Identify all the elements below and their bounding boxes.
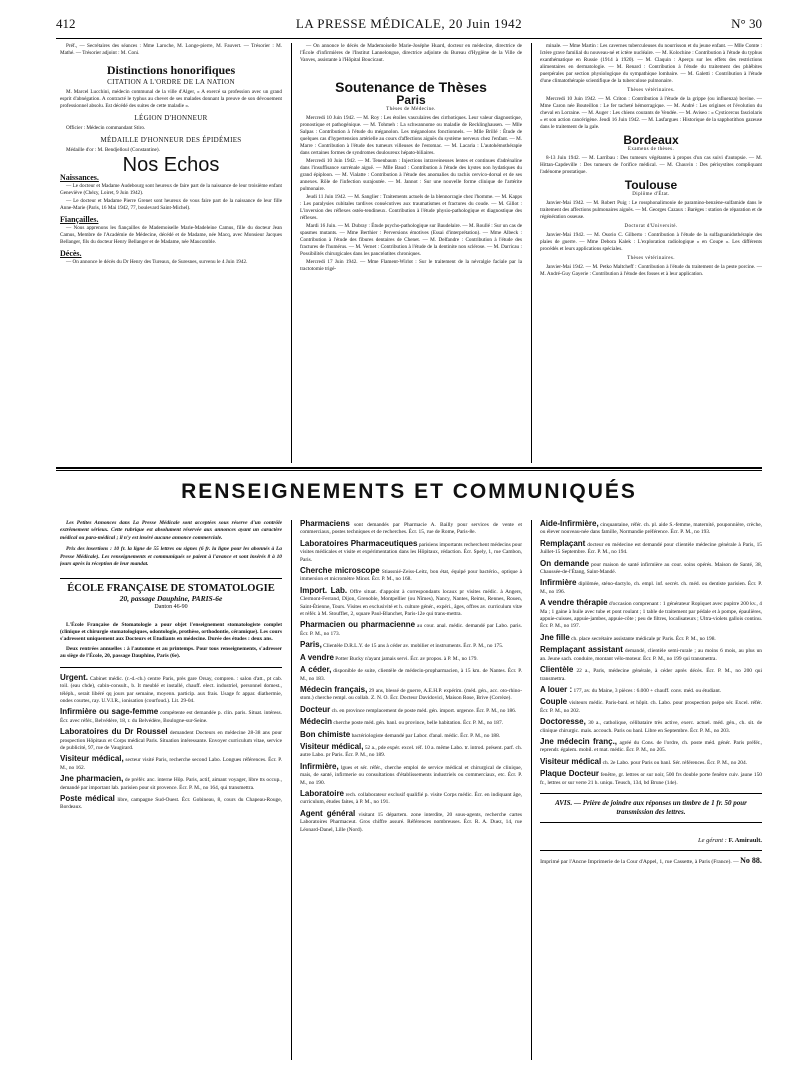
classified-ad: Poste médical libre, campagne Sud-Ouest. Écr. Gobineau, 8, cours du Chapeau-Rouge, Bordeaux.	[60, 793, 282, 811]
ads-column-3	[540, 520, 762, 1060]
printer-imprint: Imprimé par l'Ancne Imprimerie de la Cour d'Appel, 1, rue Cassette, à Paris (France). — No 88.	[540, 856, 762, 866]
paragraph: M. Marcel Lucchini, médecin communal de la ville d'Alger, « A exercé sa profession avec un grand esprit d'abnégation. A contracté le typhus au chevet de ses malades donnant la preuve de son dévouement professionnel absolu. Est décédé des suites de cette maladie ».	[60, 89, 282, 109]
paris-subheading: Thèses de Médecine.	[386, 107, 436, 112]
classified-ad: Laboratoires Pharmaceutiques parisiens importants recherchent médecins pour visites médicales et visite et expérimentation dans les Hôpitaux, rédaction. Écr. Spely, 1, rue Cambon, Paris.	[300, 538, 522, 563]
paragraph: Jeudi 11 Juin 1942. — M. Sanglier : Traitements actuels de la blennorragie chez l'homme. — M. Kapps : Les paralysies cubitales tardives consécutives aux traumatismes et fractures du coude. — M. Gillot : L'inversion des réflexes ostéo-tendineux. Contribution à l'étude physio-pathologique et diagnostique des réflexes.	[300, 194, 522, 221]
classified-ad: A louer : 177, av. du Maine, 3 pièces : 6.000 + chauff. conv. méd. ou étudiant.	[540, 684, 722, 694]
classified-ad: Médecin cherche poste méd. gén. banl. ou province, belle habitation. Écr. P. M., no 187.	[300, 717, 503, 727]
theses-heading: Soutenance de Thèses	[335, 79, 487, 95]
classified-ad: Laboratoires du Dr Roussel demandent Docteurs en médecine 28-38 ans pour prospection Hôpitaux et Corps médical Paris. Situation intéressante. Envoyer curriculum vitae, service de publicité, 97, rue de Vaugirard.	[60, 727, 282, 751]
classified-ad: On demande pour maison de santé infirmière au cour. soins opérés. Maison de Santé, 38, Chaussée-de-l'Étang, Saint-Mandé.	[540, 558, 762, 576]
paragraph: Préf., — Secrétaires des séances : Mme Laroche, M. Longe-pierre, M. Fauvert. — Trésorier : M. Mathé. — Trésorier adjoint : M. Coni.	[60, 43, 282, 56]
paragraph: L'École Française de Stomatologie a pour objet l'enseignement stomatologiste complet (clinique et chirurgie stomatologiques, odontologie, prothèse, orthodontie, céramique). Les cours s'adressent uniquement aux Docteurs et Etudiants en médecine. Durée des études : deux ans.	[60, 621, 282, 643]
paragraph: Mercredi 10 Juin 1942. — M. Tenenbaum : Injections intraveineuses lentes et continues d'adrénaline dans l'insuffisance surrénale aiguë. — Mlle Baud : Contribution à l'étude des kystes non hydatiques du grand épiploon. — M. Vialatte : Contribution à l'étude des anomalies du rachis cervico-dorsal et de ses annexes. Rôle de l'infection surajoutée. — M. Jannot : Sur une nouvelle forme clinique de l'artérite pulmonaire.	[300, 158, 522, 192]
classified-ad: Pharmacien ou pharmacienne au cour. anal. médic. demandé par Labo. paris. Écr. P. M., no 173.	[300, 620, 522, 637]
paragraph: Janvier-Mai 1942. — M. Osorio C. Gilberto : Contribution à l'étude de la sulfaguanidothérapie des plaies de guerre. — Mme Debora Kalek : L'exploration radiologique « en Coupe ». Les différents procédés et leurs applications spéciales.	[540, 232, 762, 252]
page-number: 412	[56, 16, 76, 31]
ads-column-1	[60, 520, 282, 1060]
separator	[60, 667, 282, 668]
legion-heading: LÉGION D'HONNEUR	[134, 114, 208, 122]
section-rule	[56, 467, 762, 469]
intro-paragraph: Prix des insertions : 10 fr. la ligne de 55 lettres ou signes (6 fr. la ligne pour les abonnés à La Presse Médicale). Les renseignements et communiqués se paient à l'avance et sont insérés 8 à 10 jours après la réception de leur mandat.	[60, 546, 282, 568]
naissances-heading: Naissances.	[60, 173, 99, 182]
header-rule	[56, 38, 762, 39]
paragraph: Mercredi 10 Juin 1942. — M. Roy : Les étoiles vasculaires des cirrhotiques. Leur valeur diagnostique, pronostique et pathogénique. — M. Tohmeh : La schwannome ou maladie de Recklinghausen. — Mlle Salpas : Contribution à l'étude du méganolon. Les méganolons fonctionnels. — Mlle Brillé : Étude de quelques cas d'hypertension artérielle au cours d'affections aiguës du système nerveux chez l'enfant. — M. Marre : Contribution à l'étude des tumeurs villeuses de l'estomac. — M. Lacaria : L'autohémothérapie dans certaines formes de syndromes douloureux hépato-biliaires.	[300, 115, 522, 156]
classified-ad: Visiteur médical ch. 2e Labo. pour Paris ou banl. Sér. références. Écr. P. M., no 204.	[540, 756, 748, 766]
classified-ad: Docteur ch. en province remplacement de poste méd. gén. import. urgence. Écr. P. M., no 186.	[300, 704, 517, 714]
medaille-heading: MÉDAILLE D'HONNEUR DES ÉPIDÉMIES	[100, 136, 242, 144]
classified-ad: Infirmière, lgues et sér. référ., cherche emploi de service médical et chirurgical de clinique, mais, de santé, infirmerie ou consultations d'établissements industriels ou commerciaux, etc. Écr. P. M., no 190.	[300, 761, 522, 786]
ecole-title: ÉCOLE FRANÇAISE DE STOMATOLOGIE	[67, 583, 275, 595]
classified-ad: Urgent. Cabinet médic. (r.-d.-ch.) centre Paris, près gare Orsay, compren. : salon d'att., pt cab. toil. (eau chde), cabin-consult., b. It meublé et installé, chauff. elect. industriel, personnel domest., téléph., serait libéré qq jours par semaine, moyenn. particip. aux frais. Usage fc appar. diathermie, ondes courtes, ray. U.V.I.R., ionisation (courfoud.). Lit. 29-04.	[60, 672, 282, 704]
classified-ad: Plaque Docteur fenêtre, gr. lettres or sur noir, 500 frs double porte fenêtre cuiv. jaune 150 fr., lettres or sur verre 21 h. uniqu. Teusch, 134, bd Brune (14e).	[540, 769, 762, 786]
classified-ad: Médecin français, 29 ans, blessé de guerre, A.E.H.P. expérim. (méd. gén., acc. oto-rhino-stom.) cherche rempl. ou collab. Z. N. O. Écr. Docteur Davidovici, Maison Rose, Brive (Corrèze).	[300, 684, 522, 702]
gerant-signature: Le gérant : F. Amirault.	[697, 836, 762, 844]
classified-ad: Jne médecin franç., agréé du Cons. de l'ordre, ch. poste méd. génér. Paris préfér., reprendr. égalem. mobil. et mat. médic. Écr. P. M., no 205.	[540, 736, 762, 754]
paragraph: — Le docteur et Madame Pierre Grenet sont heureux de vous faire part de la naissance de leur fille Anne-Marie (Paris, 16 Mai 1942, 77, boulevard Saint-Michel).	[60, 198, 282, 211]
paragraph: — On annonce le décès du Dr Henry des Tureaux, de Suresnes, survenu le 4 Juin 1942.	[66, 259, 248, 265]
classified-ad: Laboratoire rech. collaborateur exclusif qualifié p. visite Corps médic. Écr. en indiquant âge, curriculum, études faites, à P. M., no 191.	[300, 788, 522, 806]
vet2-subheading: Thèses vétérinaires.	[627, 256, 675, 261]
classified-ad: Remplaçant assistant demandé, clientèle semi-rurale ; au moins 6 mois, au plus un an. Jeune sach. conduire, montant vélo-moteur. Écr. P. M., no 199 qui transmettra.	[540, 645, 762, 662]
classified-ad: Bon chimiste bactériologiste demandé par Labor. d'anal. médic. Écr. P. M., no 188.	[300, 729, 501, 739]
classified-ad: Cherche microscope Stiassnié-Zeiss-Leitz, bon état, équipé pour bactério., optique à immersion et micromètre Minot. Écr. P. M., no 168.	[300, 566, 522, 583]
classified-ad: Jne fille ch. place secrétaire assistante médicale pr Paris. Écr. P. M., no 198.	[540, 632, 716, 642]
separator	[540, 850, 762, 851]
classified-ad: Visiteur médical, 52 a., pde expér. excel. réf. 10 a. même Labo. tr. introd. présent. parf. ch. autre Labo. pr Paris. Écr. P. M., no 189.	[300, 741, 522, 759]
paragraph: Médaille d'or : M. Bendjelloul (Constantine).	[66, 147, 160, 153]
classified-ad: Remplaçant docteur en médecine est demandé pour clientèle médecine générale à Paris, 15 Juillet-15 Septembre. Écr. P. M., no 194.	[540, 538, 762, 556]
bordeaux-heading: Bordeaux	[623, 133, 679, 147]
ecole-address: 20, passage Dauphine, PARIS-6e	[119, 593, 223, 603]
paragraph: — Nous apprenons les fiançailles de Mademoiselle Marie-Madeleine Camus, fille du docteur Jean Camus, Membre de l'Académie de Médecine, décédé et de Madame, née Macq, avec Monsieur Jacques Bellanger, fils du docteur Henry Bellanger et de Madame, née Maucomble.	[60, 225, 282, 245]
journal-title: LA PRESSE MÉDICALE, 20 Juin 1942	[295, 16, 523, 31]
ecole-announcement	[60, 578, 282, 660]
deces-heading: Décès.	[60, 249, 82, 258]
issue-number: N° 30	[731, 16, 762, 31]
column-3	[540, 43, 762, 463]
classified-ad: Paris, Clientèle D.R.L.Y. de 15 ans à céder av. mobilier et instruments. Écr. P. M., no 175.	[300, 640, 504, 650]
column-rule	[291, 43, 292, 463]
paragraph: Janvier-Mai 1942. — M. Petko Maltcheff : Contribution à l'étude du traitement de la peste porcine. — M. André-Guy Gayerie : Contribution à l'étude des fosses et à leur application.	[540, 264, 762, 277]
column-1	[60, 43, 282, 463]
toulouse-heading: Toulouse	[624, 178, 678, 192]
fiancailles-heading: Fiançailles.	[60, 215, 99, 224]
ads-column-2	[300, 520, 522, 1060]
classified-ad: Infirmière ou sage-femme compétente est demandée p. clin. paris. Situat. intéress. Écr. avec référ., Belvédère, 18, r. du Belvédère, Boulogne-sur-Seine.	[60, 707, 282, 724]
classified-ad: Jne pharmacien, de préfér. anc. interne Hôp. Paris, actif, aimant voyager, libre tts occup., demandé par important lab. parisien pour sit provence. Écr. P. M., no 164, qui transmettra.	[60, 774, 282, 791]
echos-heading: Nos Echos	[122, 154, 220, 176]
avis-notice: AVIS. — Prière de joindre aux réponses un timbre de 1 fr. 50 pour transmission des lettres.	[540, 793, 762, 823]
toulouse-subheading: Diplôme d'État.	[632, 192, 670, 197]
section-rule	[56, 470, 762, 471]
paragraph: 8-13 Juin 1942. — M. Larribau : Des tumeurs végétantes à propos d'un cas suivi d'autopsie. — M. Hittan-Capdeville : Des tumeurs de l'orifice médical. — M. Chauvin : Des périsystites compliquant l'adénome prostatique.	[540, 155, 762, 175]
paragraph: Deux rentrées annuelles : à l'automne et au printemps. Pour tous renseignements, s'adresser au siège de l'École, 20, passage Dauphine, Paris (6e).	[60, 645, 282, 660]
bordeaux-subheading: Examens de thèses.	[627, 147, 675, 152]
classified-ad: Clientèle 22 a., Paris, médecine générale, à céder après décès. Écr. P. M., no 200 qui transmettra.	[540, 665, 762, 682]
column-rule	[531, 43, 532, 463]
paragraph: Mercredi 17 Juin 1942. — Mme Flament-Wirlot : Sur le traitement de la névralgie faciale par la tractotomie trigé-	[300, 259, 522, 272]
ecole-telephone: Danton 46-90	[154, 604, 188, 611]
classified-ad: Agent général visitant 15 départem. zone interdite, 20 sous-agents, recherche cartes Laboratoires Pharmaceut. Gros chiffre assuré. Références nombreuses. Écr. R. A. Duez, 14, rue Léonard-Danel, Lille (Nord).	[300, 808, 522, 833]
citation-heading: CITATION A L'ORDRE DE LA NATION	[107, 78, 235, 86]
column-rule	[531, 520, 532, 1060]
intro-paragraph: Les Petites Annonces dans La Presse Médicale sont acceptées sous réserve d'un contrôle extrêmement sérieux. Cette rubrique est absolument réservée aux annonces ayant un caractère médical ou para-médical ; il n'y est inséré aucune annonce commerciale.	[60, 520, 282, 541]
paris-heading: Paris	[396, 93, 426, 107]
paragraph: minale. — Mme Martin : Les cavernes tuberculeuses du nourrisson et du jeune enfant. — Mlle Comte : Ictère grave familial du nouveau-né et ictère nucléaire. — M. Kolochine : Contribution à l'étude du typhus exanthématique en Russie (1914 à 1920). — M. Claquin : Aperçu sur les effets des restrictions alimentaires en dermatologie. — M. Renard : Contribution à l'étude du traitement des phlébites puerpérales par section physiologique du sympathique lombaire. — M. Galetti : Contribution à l'étude d'une climatothérapie scientifique de la tuberculose pulmonaire.	[540, 43, 762, 84]
paragraph: Janvier-Mai 1942. — M. Robert Puig : Le rossphonalimonie de paramino-benzène-sulfamide dans le traitement des affections pulmonaires aiguës. — M. Georges Cazaux : Barèges : station de réparation et de régénération osseuse.	[540, 200, 762, 220]
classified-ad: Import. Lab. Offre situat. d'appoint à correspondants locaux pr visites médic. à Angers, Clermont-Ferrand, Dijon, Grenoble, Montpellier (ou Nîmes), Nancy, Nantes, Reims, Rennes, Rouen, Saint-Étienne, Tours. Visites en exclusivité et h. culture génér., expéri., âges, offres av. curriculum vitæ et référ. à M. Stoufflet, 2, square Paul-Blanchet, Paris-12e qui trans-mettra.	[300, 585, 522, 618]
classified-ad: A vendre thérapie d'occasion comprenant : 1 générateur Ropiquet avec pupitre 200 kv., 4 Ma ; 1 gaine à huile avec tube et pont roulant ; 1 table de traitement par pédale et à pompe, épaulières, appuie-cuisses, appuie-jambes, appuie-côte ; peu de filtres, localisateurs ; Ultra-violets gallois continu. Écr. P. M., no 197.	[540, 598, 762, 630]
classified-ad: A céder, disponible de suite, clientèle de médecin-propharmacien, à 15 km. de Nantes. Écr. P. M., no 183.	[300, 665, 522, 682]
paragraph: Mardi 16 Juin. — M. Dubray : Étude psycho-pathologique sur Baudelaire. — M. Roullé : Sur un cas de spasmes mutants. — Mme Berthier : Perversions émotives (Essai d'interprétation). — Mme Albeck : Contribution à l'étude des fibures dentaires de Chenet. — M. Delfandre : Contribution à l'étude des fractures de l'humérus. — M. Vernet : Contribution à l'étude de la dentinite non sclérose. — M. Darricau : Possibilités chirurgicales dans les pancréatites chroniques.	[300, 223, 522, 257]
column-2	[300, 43, 522, 463]
paragraph: Mercredi 10 Juin 1942. — M. Criton : Contribution à l'étude de la grippe (ou influenza) bovine. — Mme Caron née Bouteillon : Le fer tacheté hémorragique. — M. André : Les origines et l'évolution du cheval en Lorraine. — M. Auger : Les chiens courants de Vendée. — M. Aviseo : « Cysticercus fasciolaris » et son action cancérigène. Jeudi 16 Juin 1942. — M. Lasfargues : Historique de la sapphotithon gazeuse dans le traitement de la gale.	[540, 96, 762, 130]
classified-ad: Aide-Infirmière, cinquantaine, référ. ch. pl. aide S.-femme, maternité, pouponnière, crèche, ou élever nouveau-née dans famille, Normandie préférence. Écr. P. M., no 193.	[540, 520, 762, 536]
paragraph: — Le docteur et Madame Audebourg sont heureux de faire part de la naissance de leur troisième enfant Geneviève (Chézy, Loiret, 9 Juin 1942).	[60, 183, 282, 196]
paragraph: Officier : Médecin commandant Stiro.	[66, 125, 146, 131]
classified-ad: Infirmière diplômée, sténo-dactylo, ch. empl. inf. secrét. ch. méd. ou dentiste parisien. Écr. P. M., no 196.	[540, 578, 762, 595]
distinctions-heading: Distinctions honorifiques	[106, 63, 236, 77]
classified-ad: Pharmaciens sont demandés par Pharmacie A. Bailly pour services de vente et commerciaux, postes techniques et de recherches. Écr. 15, rue de Rome, Paris-8e.	[300, 520, 522, 536]
paragraph: — On annonce le décès de Mademoiselle Marie-Joséphe Huard, docteur en médecine, directrice de l'École d'infirmières de l'Institut Lannelongue, directrice adjointe du Bureau d'Hygiène de la Ville de Vanves, assistante à l'Hôpital Boucicaut.	[300, 43, 522, 63]
renseignements-heading: RENSEIGNEMENTS ET COMMUNIQUÉS	[181, 480, 637, 503]
page-header	[56, 16, 762, 36]
classified-ad: Couple visiteurs médic. Paris-banl. et hôpit. ch. Labo. pour prospection psépo sér. Excel. référ. Écr. P. M., no 202.	[540, 697, 762, 714]
classified-ad: A vendre Potter Bucky n'ayant jamais servi. Écr. av propos. à P. M., no 179.	[300, 652, 478, 662]
doctorat-subheading: Doctorat d'Université.	[624, 224, 678, 229]
vet-subheading: Thèses vétérinaires.	[627, 88, 675, 93]
column-rule	[291, 520, 292, 1060]
classified-ad: Visiteur médical, secteur visité Paris, recherche second Labo. Longues références. Écr. P. M., no 162.	[60, 754, 282, 771]
classified-ad: Doctoresse, 30 a., catholique, célibataire très active, exerc. actuel. méd. gén., ch. sit. de clinique chirurgic. mais. accouch. Paris ou banl. Libre en Septembre. Écr. P. M., no 203.	[540, 717, 762, 734]
